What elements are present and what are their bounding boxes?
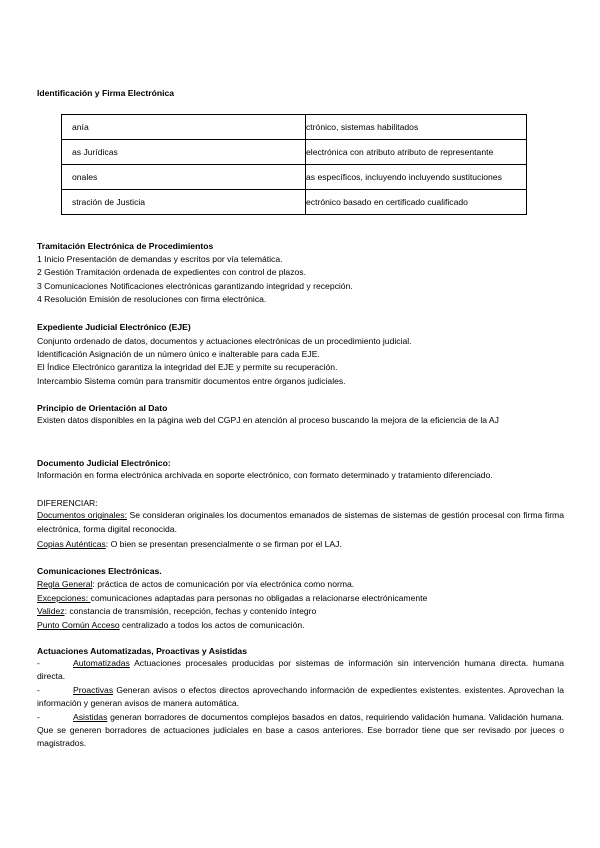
item-label: Automatizadas [73,658,130,668]
dash-bullet: - [37,712,40,722]
copias-text: : O bien se presentan presencialmente o se firman por el LAJ. [105,539,342,549]
item-label: Asistidas [73,712,108,722]
list-item: 1 Inicio Presentación de demandas y escritos por vía telemática. [37,254,283,264]
documento-paragraph: Información en forma electrónica archivada en soporte electrónico, con formato determinado y tratamiento diferenciado. [37,470,493,480]
table-cell-left: onales [62,165,306,190]
table-cell-right: as específicos, incluyendo incluyendo sustituciones [306,165,527,190]
table-cell-right: ctrónico, sistemas habilitados [306,115,527,140]
section-title-principio: Principio de Orientación al Dato [37,403,168,413]
table-row [62,115,527,140]
copias-label: Copias Auténticas [37,539,106,549]
item-text: centralizado a todos los actos de comunicación. [119,620,305,630]
item-label: Excepciones: [37,593,91,603]
section-title-documento: Documento Judicial Electrónico: [37,458,171,468]
copias-paragraph [37,539,342,549]
section-title-tramitacion: Tramitación Electrónica de Procedimientos [37,241,214,251]
item-text: Actuaciones procesales producidas por sistemas de información sin intervención humana directa. humana directa. [37,658,564,682]
list-item [37,684,564,710]
item-text: comunicaciones adaptadas para personas no obligadas a relacionarse electrónicamente [90,593,428,603]
item-label: Punto Común Acceso [37,620,120,630]
dash-bullet: - [37,685,40,695]
section-title-comunicaciones: Comunicaciones Electrónicas. [37,566,162,576]
list-item [37,593,427,603]
table-cell-left: stración de Justicia [62,190,306,215]
originales-paragraph [37,509,564,536]
section-title-actuaciones: Actuaciones Automatizadas, Proactivas y Asistidas [37,646,247,656]
table-row [62,165,527,190]
item-label: Proactivas [73,685,114,695]
item-text: : práctica de actos de comunicación por vía electrónica como norma. [92,579,355,589]
table-cell-right: electrónica con atributo atributo de representante [306,140,527,165]
item-text: Generan avisos o efectos directos aprovechando información de expedientes existentes. existentes. Aprovechan la información y generan avisos de manera automática. [37,685,564,709]
section-title-identificacion: Identificación y Firma Electrónica [37,88,175,98]
list-item [37,711,564,751]
principio-paragraph: Existen datos disponibles en la página web del CGPJ en atención al proceso buscando la mejora de la eficiencia de la AJ [37,415,499,425]
diferenciar-label: DIFERENCIAR: [37,498,98,508]
list-item: 4 Resolución Emisión de resoluciones con firma electrónica. [37,294,267,304]
table-row [62,140,527,165]
paragraph-line: Intercambio Sistema común para transmitir documentos entre órganos judiciales. [37,376,346,386]
item-label: Validez [37,606,65,616]
list-item [37,606,316,616]
table-cell-left: as Jurídicas [62,140,306,165]
originales-text: Se consideran originales los documentos emanados de sistemas de sistemas de gestión procesal con firma firma electrónica, forma digital reconocida. [37,510,564,534]
item-label: Regla General [37,579,93,589]
item-text: : constancia de transmisión, recepción, fechas y contenido íntegro [64,606,317,616]
table-cell-right: ectrónico basado en certificado cualificado [306,190,527,215]
identificacion-table [61,114,527,215]
originales-label: Documentos originales: [37,510,127,520]
paragraph-line: Identificación Asignación de un número único e inalterable para cada EJE. [37,349,320,359]
list-item: 3 Comunicaciones Notificaciones electrónicas garantizando integridad y recepción. [37,281,353,291]
paragraph-line: El Índice Electrónico garantiza la integridad del EJE y permite su recuperación. [37,362,338,372]
list-item [37,657,564,683]
item-text: generan borradores de documentos complejos basados en datos, requiriendo validación humana. Validación humana. Que se generen borradores de actuaciones judiciales en base a casos anteriores. Ese borrador tiene que ser revisado por jueces o magistrados. [37,712,564,749]
table-cell-left: anía [62,115,306,140]
dash-bullet: - [37,658,40,668]
section-title-expediente: Expediente Judicial Electrónico (EJE) [37,322,191,332]
list-item [37,620,305,630]
table-row [62,190,527,215]
list-item [37,579,354,589]
paragraph-line: Conjunto ordenado de datos, documentos y actuaciones electrónicas de un procedimiento judicial. [37,336,412,346]
list-item: 2 Gestión Tramitación ordenada de expedientes con control de plazos. [37,267,306,277]
